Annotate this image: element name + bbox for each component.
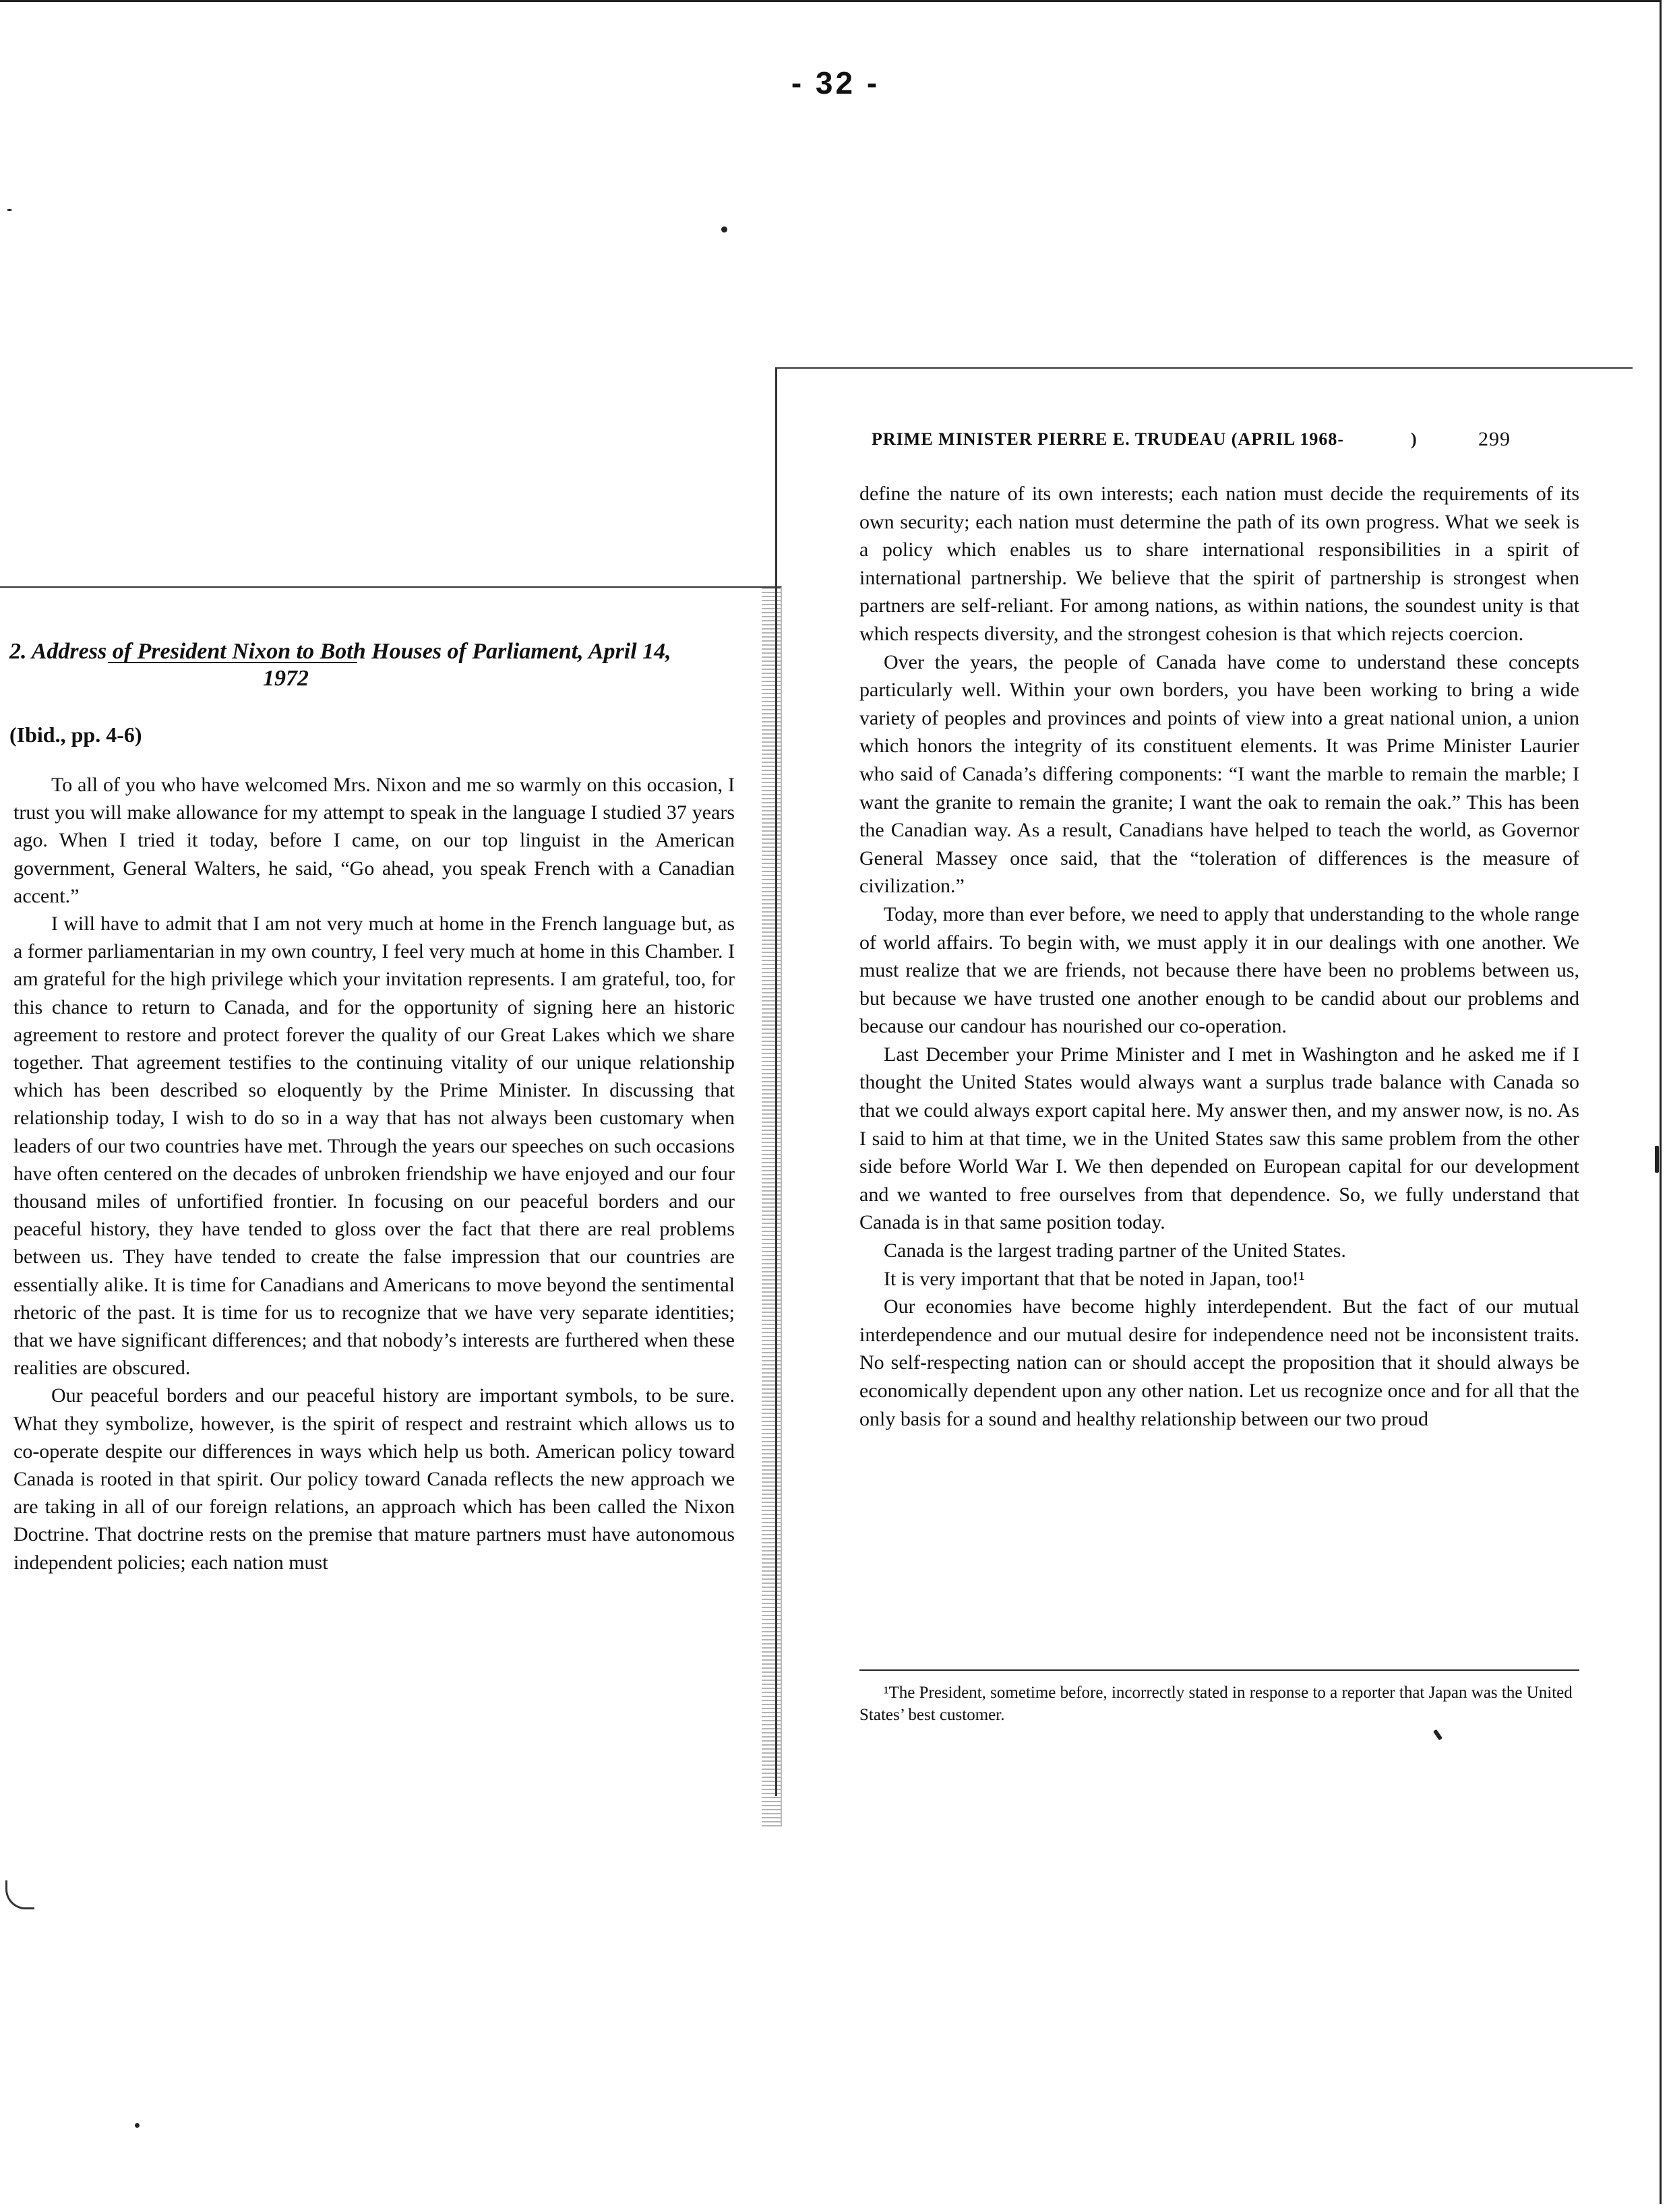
document-title-line2: 1972 [263, 666, 309, 691]
paragraph: I will have to admit that I am not very much at home in the French language but, as a former parliamentarian in my own country, I feel very much at home in this Chamber. I am grateful for the high privilege which your invitation represents. I am grateful, too, for this chance to return to Canada, and for the opportunity of signing here an historic agreement to restore and protect forever the quality of our Great Lakes which we share together. That agreement testifies to the continuing vitality of our unique relationship which has been described so eloquently by the Prime Minister. In discussing that relationship today, I wish to do so in a way that has not always been customary when leaders of our two countries have met. Through the years our speeches on such occasions have often centered on the decades of unbroken friendship we have enjoyed and our four thousand miles of unfortified frontier. In focusing on our peaceful borders and our peaceful history, they have tended to gloss over the fact that there are real problems between us. They have tended to create the false impression that our countries are essentially alike. It is time for Canadians and Americans to move beyond the sentimental rhetoric of the past. It is time for us to recognize that we have very separate identities; that we have significant differences; and that nobody’s interests are furthered when these realities are obscured. [13, 913, 735, 1380]
right-body-text [859, 480, 1579, 1433]
paragraph: define the nature of its own interests; each nation must decide the requirements of its own security; each nation must determine the path of its own progress. What we seek is a policy which enables us to share international responsibilities in a spirit of international partnership. We believe that the spirit of partnership is strongest when partners are self-reliant. For among nations, as within nations, the soundest unity is that which respects diversity, and the strongest cohesion is that which rejects coercion. [859, 483, 1579, 645]
photocopy-speck [135, 2123, 140, 2128]
left-clipping [0, 586, 782, 1826]
page-number: - 32 - [791, 65, 880, 100]
title-underline [108, 662, 357, 663]
paragraph: Today, more than ever before, we need to apply that understanding to the whole range of world affairs. To begin with, we must apply it in our dealings with one another. We must realize that we are friends, not because there have been no problems between us, but because we have trusted one another enough to be candid about our problems and because our candour has nourished our co-operation. [859, 902, 1579, 1038]
photocopy-speck [7, 209, 12, 211]
running-head-text: PRIME MINISTER PIERRE E. TRUDEAU (APRIL 1968- [872, 429, 1345, 449]
footnote-rule [859, 1669, 1579, 1671]
footnote [859, 1682, 1579, 1726]
paragraph: Our economies have become highly interdependent. But the fact of our mutual interdependence and our mutual desire for independence need not be inconsistent traits. No self-respecting nation can or should accept the proposition that it should always be economically dependent upon any other nation. Let us recognize once and for all that the only basis for a sound and healthy relationship between our two proud [859, 1295, 1579, 1430]
paragraph: To all of you who have welcomed Mrs. Nixon and me so warmly on this occasion, I trust you will make allowance for my attempt to speak in the language I studied 37 years ago. When I tried it today, before I came, on our top linguist in the American government, General Walters, he said, “Go ahead, you speak French with a Canadian accent.” [13, 774, 735, 907]
left-body-text [13, 771, 735, 1576]
citation: (Ibid., pp. 4-6) [9, 723, 142, 747]
book-page-number: 299 [1478, 428, 1511, 450]
paragraph: Our peaceful borders and our peaceful history are important symbols, to be sure. What they symbolize, however, is the spirit of respect and restraint which allows us to co-operate despite our differences in ways which help us both. American policy toward Canada is rooted in that spirit. Our policy toward Canada reflects the new approach we are taking in all of our foreign relations, an approach which has been called the Nixon Doctrine. That doctrine rests on the premise that mature partners must have autonomous independent policies; each nation must [13, 1384, 735, 1574]
running-head-paren: ) [1411, 429, 1418, 449]
paragraph: Over the years, the people of Canada have come to understand these concepts particularly well. Within your own borders, you have been working to bring a wide variety of peoples and provinces and points of view into a great national union, a union which honors the integrity of its constituent elements. It was Prime Minister Laurier who said of Canada’s differing components: “I want the marble to remain the marble; I want the granite to remain the granite; I want the oak to remain the oak.” This has been the Canadian way. As a result, Canadians have helped to teach the world, as Governor General Massey once said, that the “toleration of differences is the measure of civilization.” [859, 650, 1579, 898]
right-clipping [775, 367, 1633, 1796]
paragraph: Last December your Prime Minister and I met in Washington and he asked me if I thought the United States would always want a surplus trade balance with Canada so that we could always export capital here. My answer then, and my answer now, is no. As I said to him at that time, we in the United States saw this same problem from the other side before World War I. We then depended on European capital for our development and we wanted to free ourselves from that dependence. So, we fully understand that Canada is in that same position today. [859, 1043, 1579, 1234]
footnote-text: ¹The President, sometime before, incorrectly stated in response to a reporter that Japan was the United States’ best customer. [859, 1684, 1573, 1724]
document-title [9, 638, 737, 692]
paragraph: Canada is the largest trading partner of the United States. [884, 1239, 1346, 1262]
paragraph: It is very important that that be noted in Japan, too!¹ [884, 1267, 1305, 1290]
document-title-line1: 2. Address of President Nixon to Both Houses of Parliament, April 14, [9, 639, 671, 664]
photocopy-speck [1655, 1146, 1659, 1173]
running-head [872, 429, 1579, 450]
photocopy-speck [721, 226, 727, 233]
